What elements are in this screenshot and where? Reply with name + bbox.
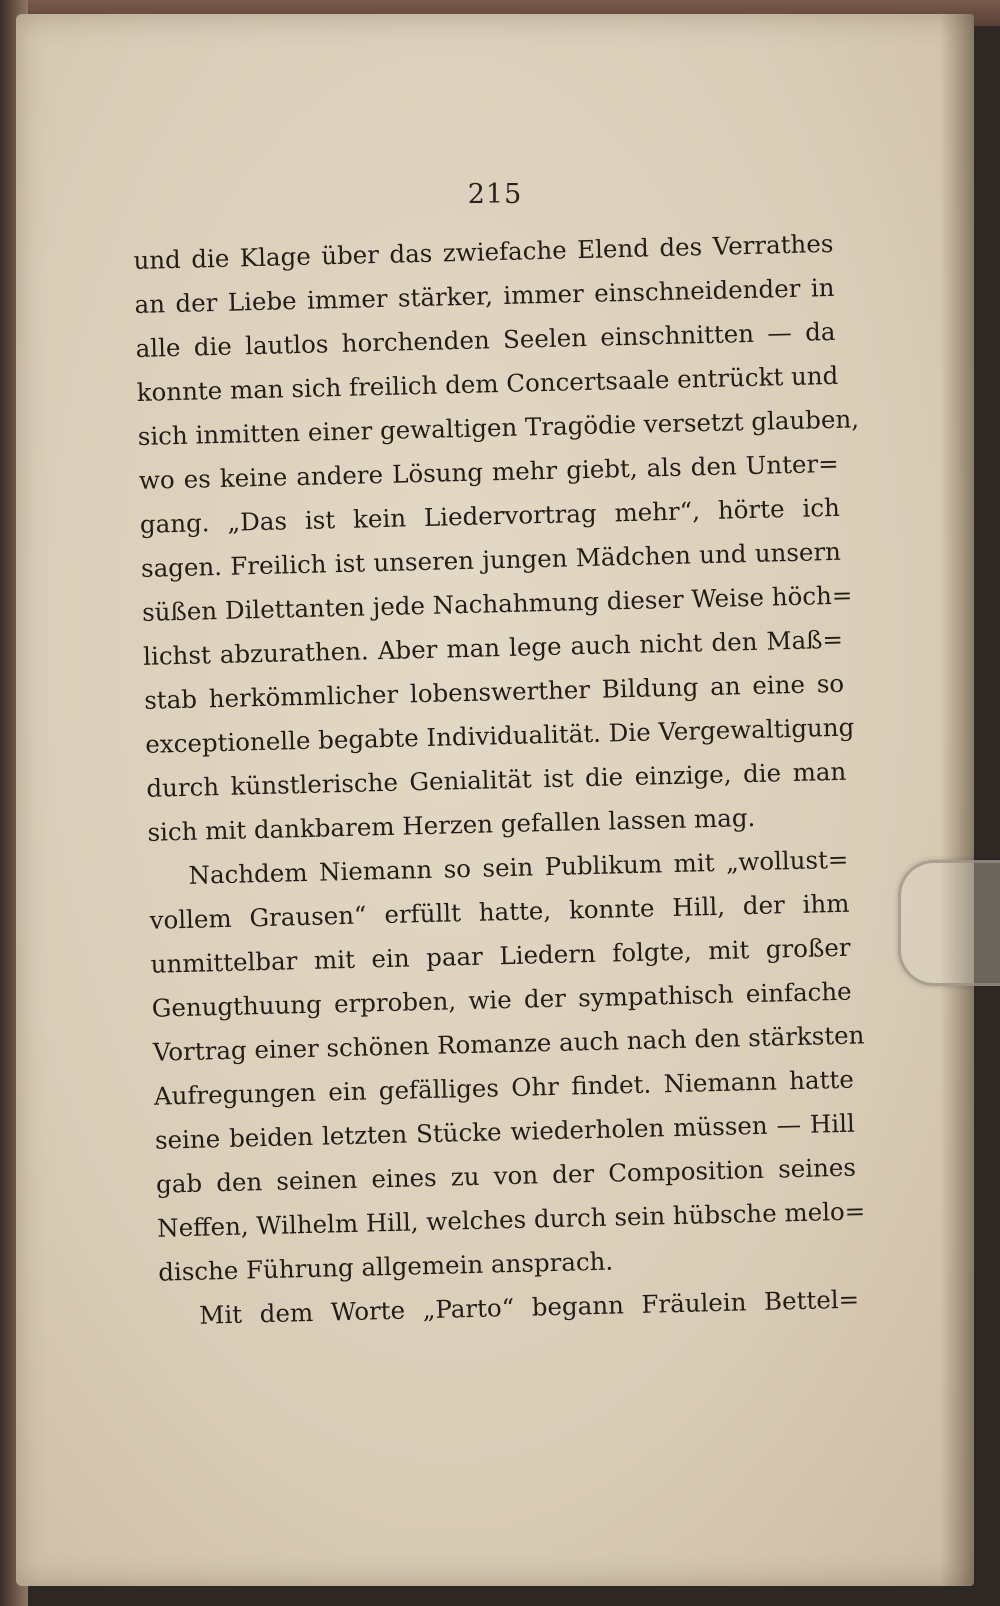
text-line: wo es keine andere Lösung mehr giebt, als den Unter= bbox=[138, 448, 840, 495]
page-number: 215 bbox=[467, 179, 523, 210]
body-text bbox=[133, 222, 866, 1339]
text-line: durch künstlerische Genialität ist die einzige, die man bbox=[146, 756, 847, 803]
text-line: Nachdem Niemann so sein Publikum mit „wollust= bbox=[188, 844, 849, 890]
text-line: Aufregungen ein gefälliges Ohr findet. Niemann hatte bbox=[153, 1064, 855, 1111]
text-line: sich inmitten einer gewaltigen Tragödie versetzt glauben, bbox=[137, 404, 860, 451]
text-line: stab herkömmlicher lobenswerther Bildung an eine so bbox=[143, 668, 845, 715]
text-line: sich mit dankbarem Herzen gefallen lassen mag. bbox=[147, 802, 756, 847]
text-line: Vortrag einer schönen Romanze auch nach den stärksten bbox=[152, 1020, 865, 1067]
text-line: exceptionelle begabte Individualität. Die Vergewaltigung bbox=[144, 712, 855, 759]
text-line: konnte man sich freilich dem Concertsaale entrückt und bbox=[136, 360, 839, 407]
text-line: Genugthuung erproben, wie der sympathisch einfache bbox=[151, 976, 852, 1023]
book-page bbox=[16, 14, 974, 1586]
text-line: süßen Dilettanten jede Nachahmung dieser Weise höch= bbox=[141, 580, 853, 627]
text-line: Neffen, Wilhelm Hill, welches durch sein hübsche melo= bbox=[156, 1196, 866, 1243]
text-line: vollem Grausen“ erfüllt hatte, konnte Hill, der ihm bbox=[149, 888, 850, 935]
text-line: und die Klage über das zwiefache Elend des Verrathes bbox=[133, 228, 834, 275]
paragraph bbox=[148, 838, 866, 1295]
text-line: an der Liebe immer stärker, immer einschneidender in bbox=[134, 272, 835, 319]
page-clip bbox=[898, 860, 1000, 986]
text-line: Mit dem Worte „Parto“ begann Fräulein Bettel= bbox=[198, 1284, 860, 1330]
text-line: alle die lautlos horchenden Seelen einschnitten — da bbox=[135, 316, 836, 363]
text-line: lichst abzurathen. Aber man lege auch nicht den Maß= bbox=[142, 624, 844, 671]
text-line: gab den seinen eines zu von der Composition seines bbox=[155, 1152, 857, 1199]
paragraph bbox=[133, 222, 860, 855]
text-line: sagen. Freilich ist unseren jungen Mädchen und unsern bbox=[140, 536, 842, 583]
text-line: dische Führung allgemein ansprach. bbox=[157, 1246, 614, 1287]
text-line: gang. „Das ist kein Liedervortrag mehr“, hörte ich bbox=[139, 492, 841, 539]
page-fore-edge bbox=[940, 14, 974, 1586]
text-line: seine beiden letzten Stücke wiederholen müssen — Hill bbox=[154, 1108, 856, 1155]
text-line: unmittelbar mit ein paar Liedern folgte, mit großer bbox=[150, 932, 851, 979]
